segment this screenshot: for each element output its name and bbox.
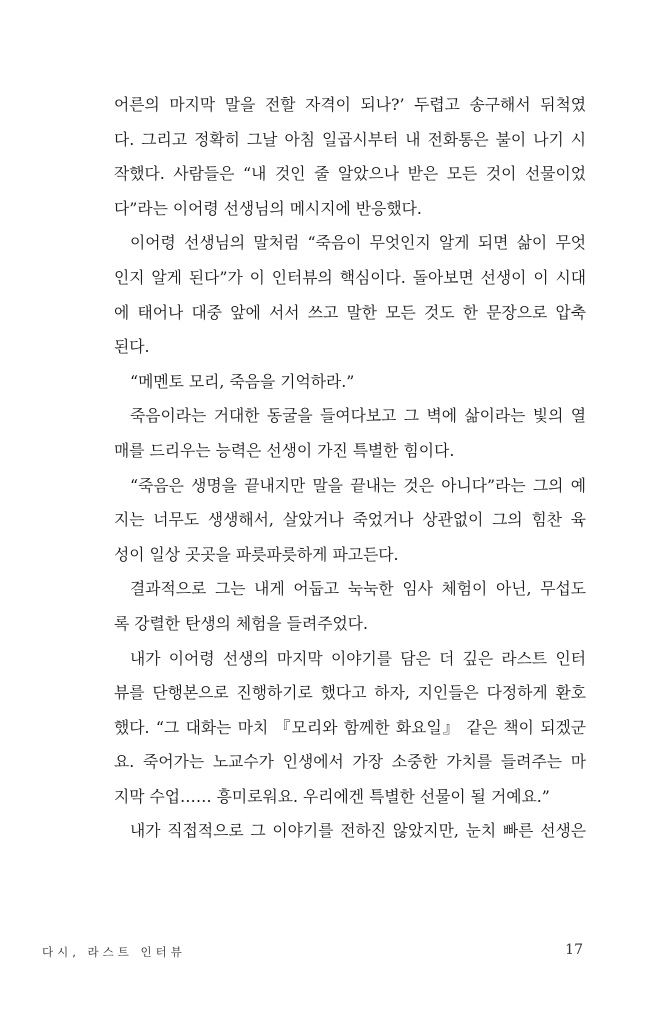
text-line: “죽음은 생명을 끝내지만 말을 끝내는 것은 아니다”라는 그의 예 <box>130 475 586 495</box>
text-line: 지는 너무도 생생해서, 살았거나 죽었거나 상관없이 그의 힘찬 육 <box>114 510 586 530</box>
body-text <box>114 88 586 849</box>
text-line: 내가 직접적으로 그 이야기를 전하진 않았지만, 눈치 빠른 선생은 <box>130 821 586 841</box>
text-line: 결과적으로 그는 내게 어둡고 눅눅한 임사 체험이 아닌, 무섭도 <box>130 579 586 599</box>
text-line: 매를 드리우는 능력은 선생이 가진 특별한 힘이다. <box>114 440 455 460</box>
text-line: 뷰를 단행본으로 진행하기로 했다고 하자, 지인들은 다정하게 환호 <box>114 683 586 703</box>
text-line: 다. 그리고 정확히 그날 아침 일곱시부터 내 전화통은 불이 나기 시 <box>114 129 586 149</box>
text-line: 에 태어나 대중 앞에 서서 쓰고 말한 모든 것도 한 문장으로 압축 <box>114 302 586 322</box>
text-line: 했다. “그 대화는 마치 『모리와 함께한 화요일』 같은 책이 되겠군 <box>114 717 586 737</box>
text-line: 인지 알게 된다”가 이 인터뷰의 핵심이다. 돌아보면 선생이 이 시대 <box>114 267 586 287</box>
text-line: 죽음이라는 거대한 동굴을 들여다보고 그 벽에 삶이라는 빛의 열 <box>130 406 586 426</box>
text-line: 어른의 마지막 말을 전할 자격이 되나?’ 두렵고 송구해서 뒤척였 <box>114 95 586 114</box>
text-line: 요. 죽어가는 노교수가 인생에서 가장 소중한 가치를 들려주는 마 <box>114 752 586 772</box>
text-line: 록 강렬한 탄생의 체험을 들려주었다. <box>114 613 369 633</box>
text-line: 이어령 선생님의 말처럼 “죽음이 무엇인지 알게 되면 삶이 무엇 <box>130 233 586 253</box>
text-line: 내가 이어령 선생의 마지막 이야기를 담은 더 깊은 라스트 인터 <box>130 648 586 668</box>
running-footer-title: 다시, 라스트 인터뷰 <box>42 945 186 959</box>
text-line: “메멘토 모리, 죽음을 기억하라.” <box>130 371 355 391</box>
text-line: 성이 일상 곳곳을 파릇파릇하게 파고든다. <box>114 544 399 564</box>
page-number: 17 <box>565 942 583 958</box>
text-line: 지막 수업…… 흥미로워요. 우리에겐 특별한 선물이 될 거예요.” <box>114 786 550 806</box>
text-line: 작했다. 사람들은 “내 것인 줄 알았으나 받은 모든 것이 선물이었 <box>114 164 586 184</box>
text-line: 다”라는 이어령 선생님의 메시지에 반응했다. <box>114 198 422 218</box>
text-line: 된다. <box>114 337 150 357</box>
